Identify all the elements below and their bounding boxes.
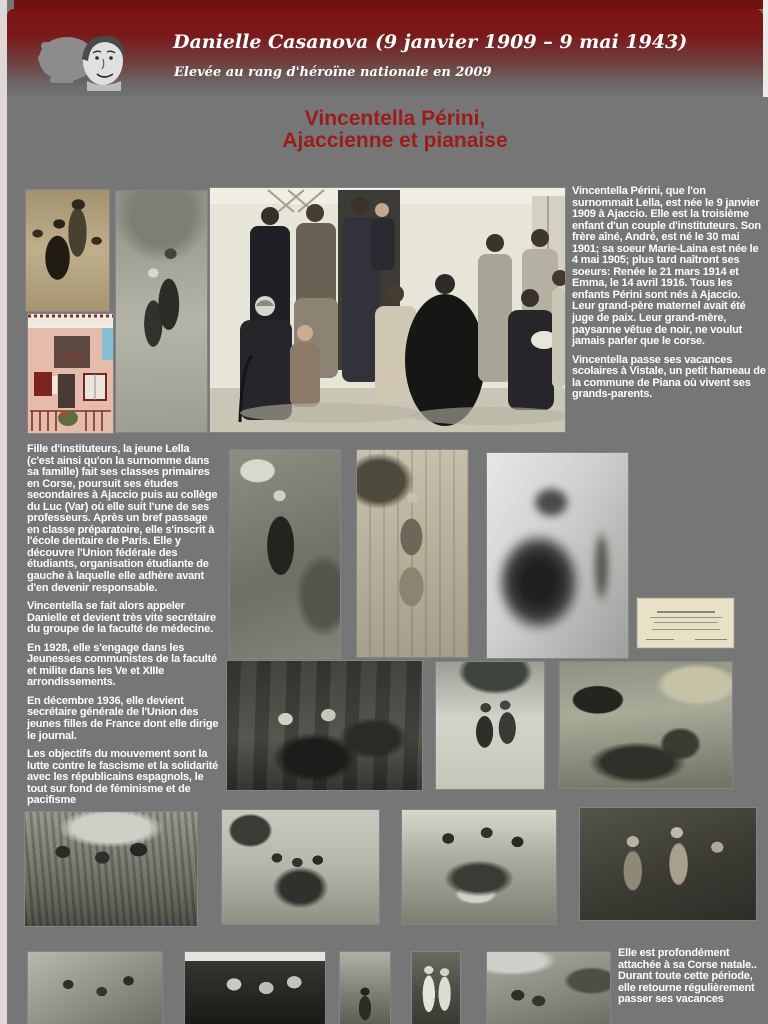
- section-heading-line2: Ajaccienne et pianaise: [282, 129, 508, 152]
- photo-two-children: [116, 191, 207, 432]
- photo-beach-group: [487, 952, 610, 1024]
- page-title: Danielle Casanova (9 janvier 1909 – 9 mai 1943): [173, 31, 688, 53]
- left-text-column: [27, 444, 219, 814]
- paragraph: Vincentella se fait alors appeler Danielle et devient très vite secrétaire du groupe de la faculté de médecine.: [27, 600, 216, 636]
- header-banner: [7, 9, 763, 96]
- photo-riverside-chairs: [436, 662, 544, 789]
- paragraph: En décembre 1936, elle devient secrétaire générale de l'Union des jeunes filles de France dont elle dirige le journal.: [27, 694, 219, 742]
- paragraph: En 1928, elle s'engage dans les Jeunesses communistes de la faculté et milite dans les Ve et XIIIe arrondissements.: [27, 641, 217, 689]
- photo-family-portrait-sepia: [26, 190, 109, 311]
- photo-danielle-in-garden: [230, 450, 340, 658]
- photo-visiting-card: [637, 598, 734, 648]
- photo-table-group-outdoors: [402, 810, 556, 924]
- portrait-sketch-icon: [37, 29, 142, 91]
- photo-meadow-group: [25, 812, 197, 926]
- photo-blurred-portrait: [487, 453, 628, 658]
- photo-danielle-by-fence: [357, 450, 468, 657]
- photo-pink-house-ajaccio: [28, 314, 113, 433]
- bottom-right-text-column: [618, 948, 768, 1013]
- page-subtitle: Elevée au rang d'héroïne nationale en 2009: [174, 65, 492, 80]
- paragraph: Fille d'instituteurs, la jeune Lella (c'est ainsi qu'on la surnomme dans sa famille) fait ses classes primaires en Corse, poursuit ses études secondaires à Ajaccio puis au collège du Luc (Var) où elle suit l'une de ses professeurs. Après un bref passage en classe préparatoire, elle s'inscrit à l'école dentaire de Paris. Elle y découvre l'Union fédérale des étudiants, organisation étudiante de gauche à laquelle elle adhère avant d'en devenir responsable.: [27, 443, 218, 594]
- photo-picnic-with-car: [560, 662, 732, 788]
- photo-boat-group: [185, 952, 325, 1024]
- page-right-margin: [763, 0, 768, 97]
- photo-cafe-terrace-group: [227, 661, 422, 790]
- photo-cliff-figure: [340, 952, 390, 1024]
- photo-perini-family-group: [210, 188, 565, 432]
- section-heading: [0, 108, 768, 152]
- photo-rocks-group: [28, 952, 162, 1024]
- paragraph: Vincentella passe ses vacances scolaires à Vistale, un petit hameau de la commune de Piana où vivent ses grands-parents.: [572, 353, 766, 401]
- photo-luxembourg-gardens-group: [222, 810, 379, 924]
- paragraph: Vincentella Périni, que l'on surnommait Lella, est née le 9 janvier 1909 à Ajaccio. Elle est la troisième enfant d'un couple d'instituteurs. Son frère aîné, André, est né le 30 mai 1901; sa soeur Marie-Laina est née le 4 mai 1905; plus tard naîtront ses soeurs: Renée le 21 mars 1914 et Emma, le 14 avril 1916. Tous les enfants Périni sont nés à Ajaccio. Leur grand-père maternel avait été juge de paix. Leur grand-mère, paysanne vêtue de noir, ne voulut jamais parler que le corse.: [572, 185, 761, 348]
- photo-white-dresses: [412, 952, 460, 1024]
- section-heading-line1: Vincentella Périni,: [304, 107, 486, 130]
- photo-tall-grass-trio: [580, 808, 756, 920]
- top-red-strip: [14, 0, 768, 9]
- right-text-column: [572, 186, 766, 408]
- page-left-margin: [0, 0, 7, 1024]
- paragraph: Les objectifs du mouvement sont la lutte contre le fascisme et la solidarité avec les républicains espagnols, le tout sur fond de féminisme et de pacifisme: [27, 748, 219, 807]
- paragraph: Elle est profondément attachée à sa Corse natale.. Durant toute cette période, elle retourne régulièrement passer ses vacances: [618, 947, 757, 1006]
